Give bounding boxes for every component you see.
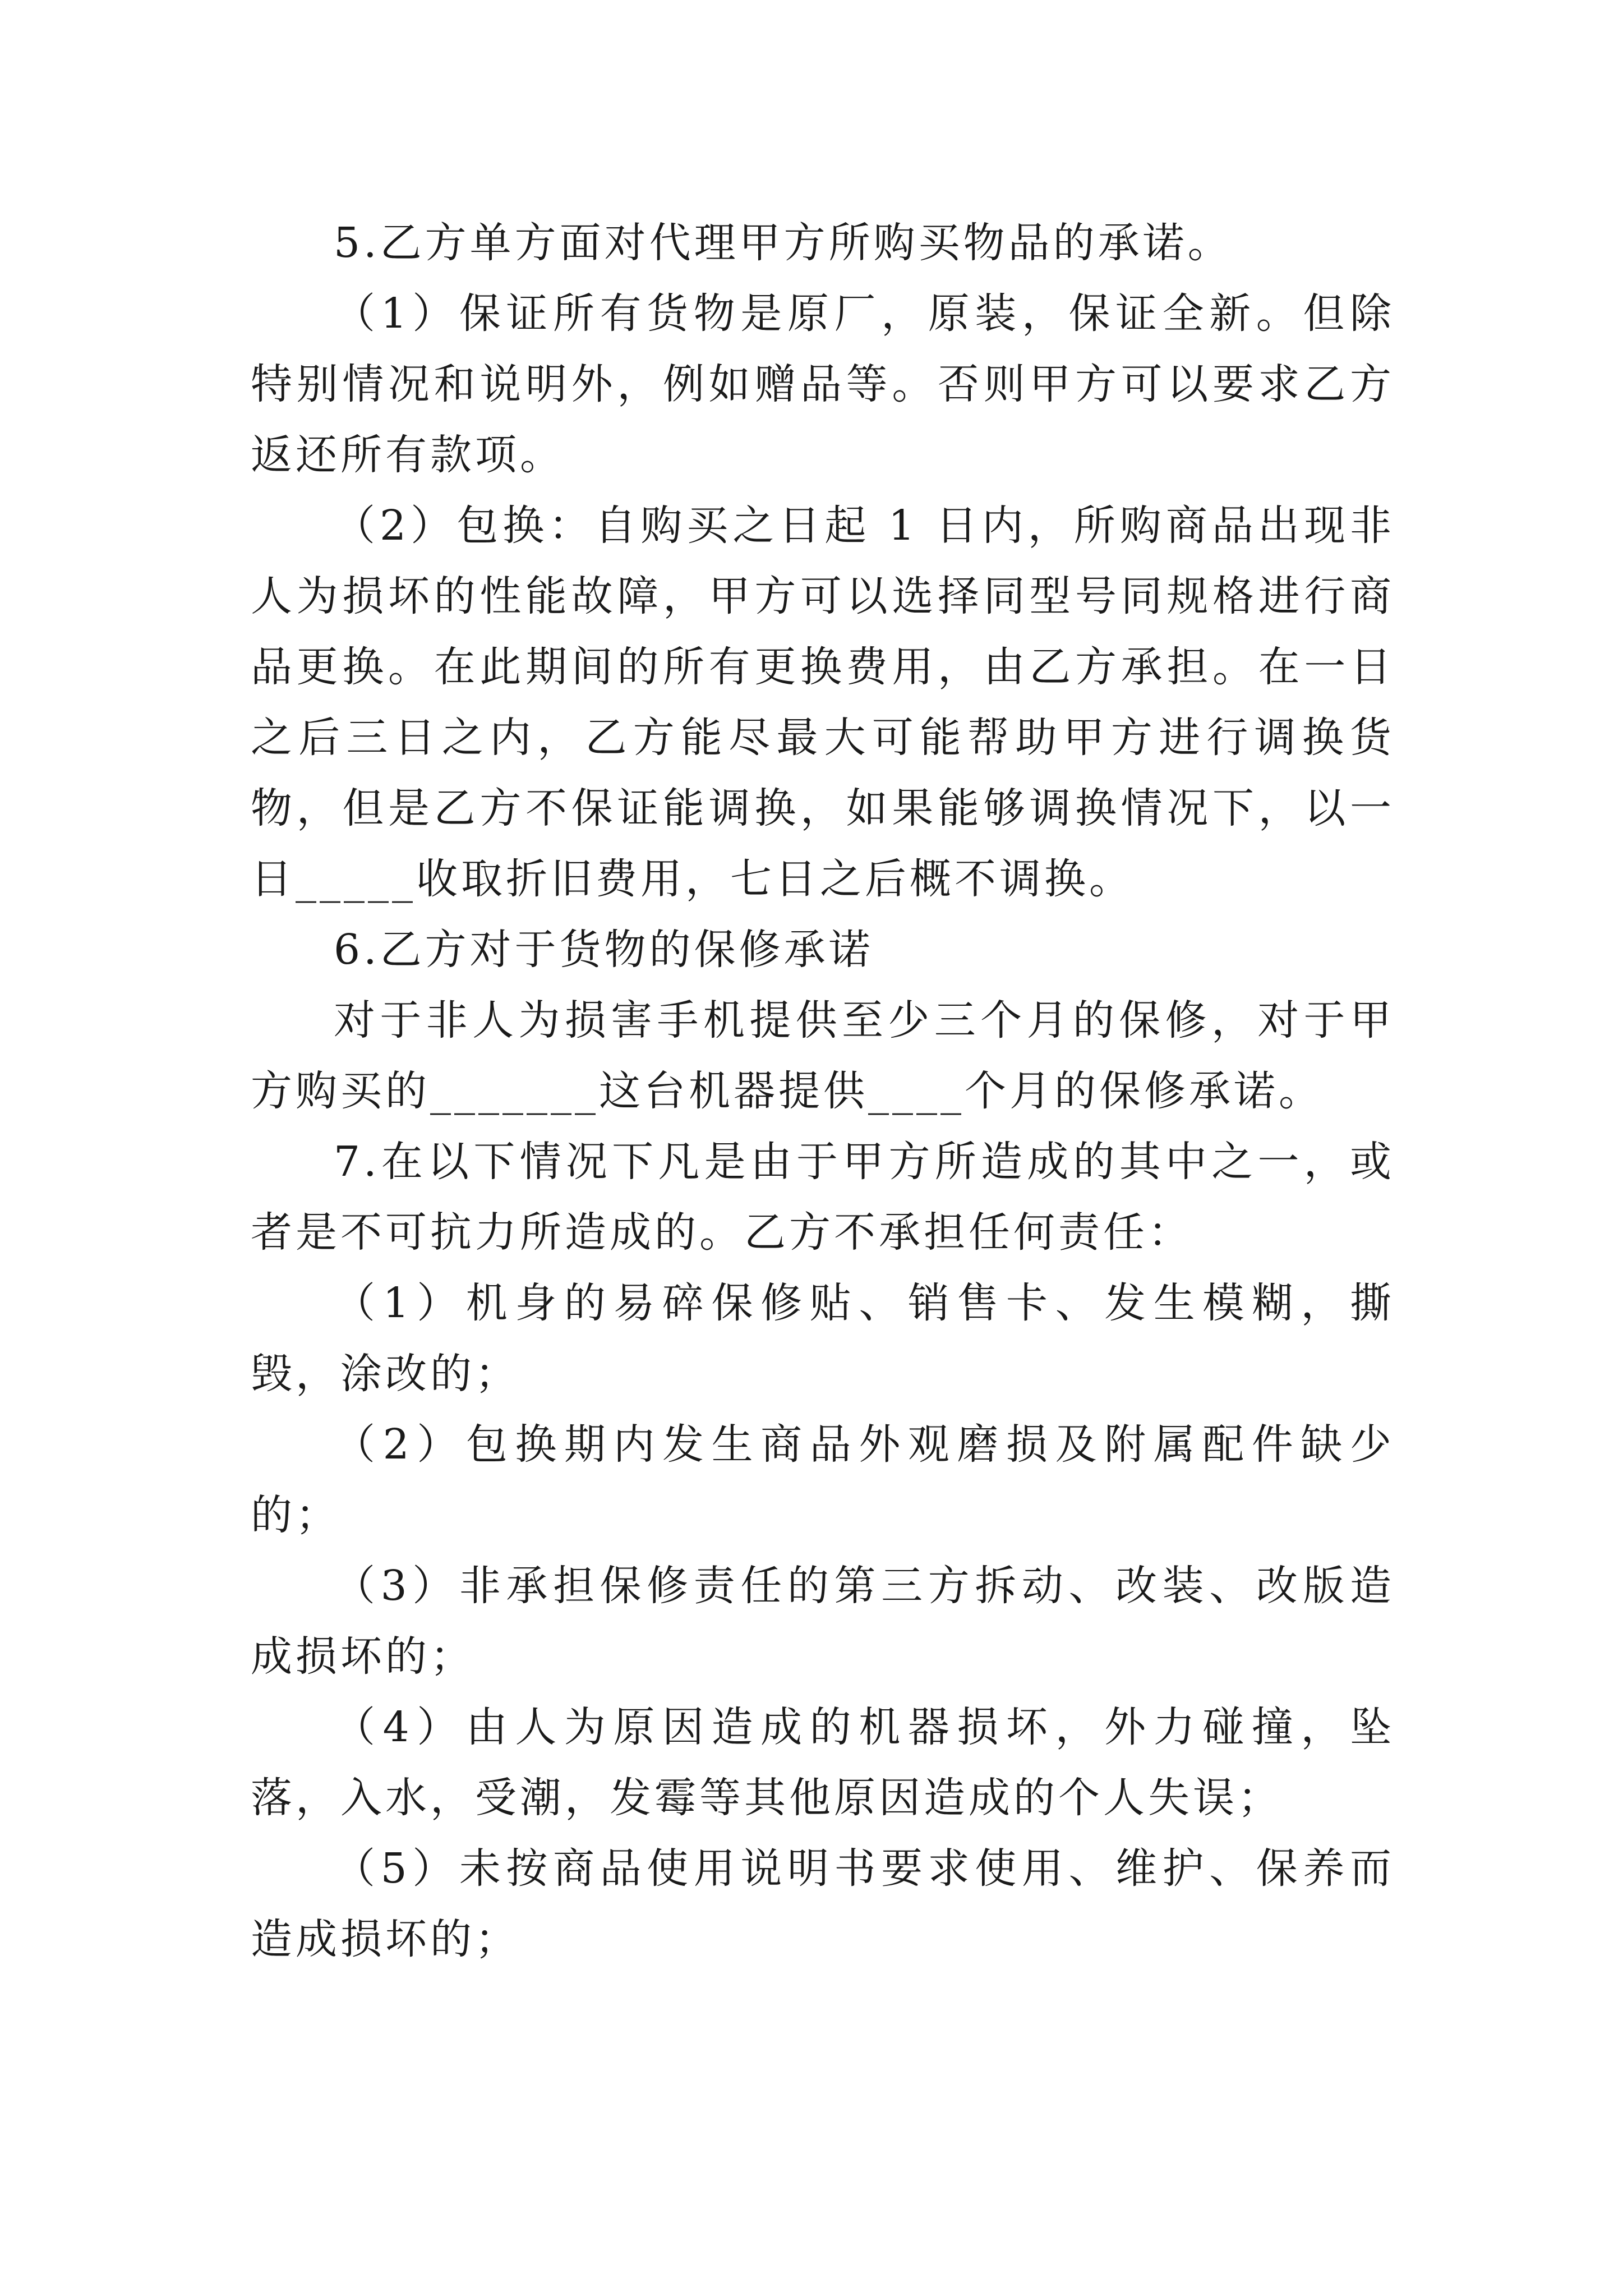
paragraph-clause-5-2: （2）包换：自购买之日起 1 日内，所购商品出现非人为损坏的性能故障，甲方可以选择同型号同规格进行商品更换。在此期间的所有更换费用，由乙方承担。在一日之后三日之内，乙方能尽最大可能帮助甲方进行调换货物，但是乙方不保证能调换，如果能够调换情况下，以一日_____收取折旧费用，七日之后概不调换。 xyxy=(251,501,1395,903)
paragraph-clause-7-3: （3）非承担保修责任的第三方拆动、改装、改版造成损坏的； xyxy=(251,1562,1395,1681)
document-body xyxy=(251,208,1395,1975)
paragraph-clause-5-1: （1）保证所有货物是原厂，原装，保证全新。但除特别情况和说明外，例如赠品等。否则甲方可以要求乙方返还所有款项。 xyxy=(251,289,1395,479)
paragraph-clause-7-4: （4）由人为原因造成的机器损坏，外力碰撞，坠落，入水，受潮，发霉等其他原因造成的个人失误； xyxy=(251,1703,1395,1822)
paragraph-clause-5: 5.乙方单方面对代理甲方所购买物品的承诺。 xyxy=(334,219,1233,267)
paragraph-clause-6-body: 对于非人为损害手机提供至少三个月的保修，对于甲方购买的_______这台机器提供____个月的保修承诺。 xyxy=(251,996,1395,1115)
paragraph-clause-6: 6.乙方对于货物的保修承诺 xyxy=(334,926,874,974)
paragraph-clause-7-5: （5）未按商品使用说明书要求使用、维护、保养而造成损坏的； xyxy=(251,1844,1395,1963)
paragraph-clause-7: 7.在以下情况下凡是由于甲方所造成的其中之一，或者是不可抗力所造成的。乙方不承担任何责任： xyxy=(251,1138,1395,1257)
paragraph-clause-7-2: （2）包换期内发生商品外观磨损及附属配件缺少的； xyxy=(251,1420,1395,1539)
paragraph-clause-7-1: （1）机身的易碎保修贴、销售卡、发生模糊，撕毁，涂改的； xyxy=(251,1279,1395,1398)
